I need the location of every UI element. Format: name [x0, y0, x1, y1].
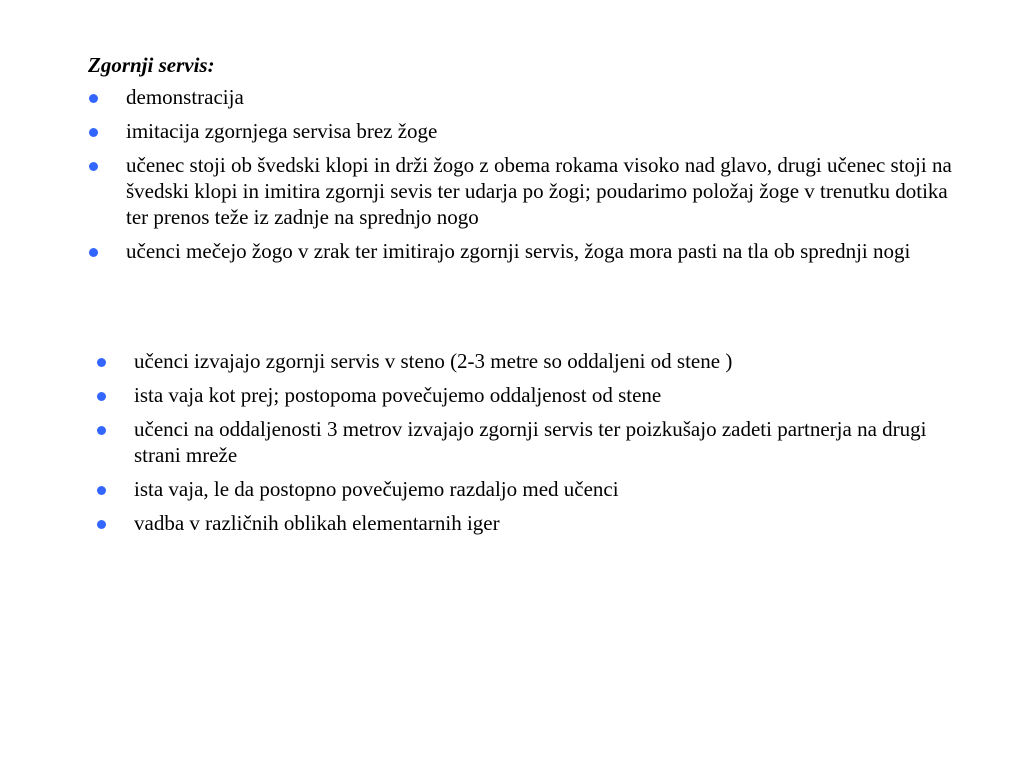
bullet-dot-icon	[97, 426, 106, 435]
list-item-text: učenci na oddaljenosti 3 metrov izvajajo zgornji servis ter poizkušajo zadeti partnerja na drugi strani mreže	[134, 417, 927, 467]
list-item-text: vadba v različnih oblikah elementarnih iger	[134, 511, 500, 535]
list-item-text: učenci mečejo žogo v zrak ter imitirajo zgornji servis, žoga mora pasti na tla ob sprednji nogi	[126, 239, 911, 263]
bullet-list-primary	[88, 84, 968, 272]
list-item-text: imitacija zgornjega servisa brez žoge	[126, 119, 438, 143]
bullet-dot-icon	[97, 486, 106, 495]
list-item	[88, 118, 968, 144]
list-item	[96, 382, 976, 408]
slide-title: Zgornji servis:	[88, 53, 215, 77]
bullet-list-secondary	[96, 348, 976, 544]
bullet-dot-icon	[97, 358, 106, 367]
list-item-text: učenec stoji ob švedski klopi in drži žogo z obema rokama visoko nad glavo, drugi učenec stoji na švedski klopi in imitira zgornji sevis ter udarja po žogi; poudarimo položaj žoge v trenutku dotika ter prenos teže iz zadnje na sprednjo nogo	[126, 153, 952, 229]
bullet-dot-icon	[89, 94, 98, 103]
bullet-dot-icon	[89, 248, 98, 257]
bullet-dot-icon	[89, 162, 98, 171]
list-item-text: ista vaja, le da postopno povečujemo razdaljo med učenci	[134, 477, 619, 501]
list-item	[96, 416, 976, 468]
bullet-dot-icon	[97, 392, 106, 401]
list-item	[96, 476, 976, 502]
bullet-dot-icon	[97, 520, 106, 529]
list-item	[96, 348, 976, 374]
list-item	[96, 510, 976, 536]
list-item-text: učenci izvajajo zgornji servis v steno (2-3 metre so oddaljeni od stene )	[134, 349, 733, 373]
bullet-dot-icon	[89, 128, 98, 137]
list-item	[88, 84, 968, 110]
list-item	[88, 238, 968, 264]
list-item-text: ista vaja kot prej; postopoma povečujemo oddaljenost od stene	[134, 383, 662, 407]
list-item	[88, 152, 968, 230]
list-item-text: demonstracija	[126, 85, 244, 109]
